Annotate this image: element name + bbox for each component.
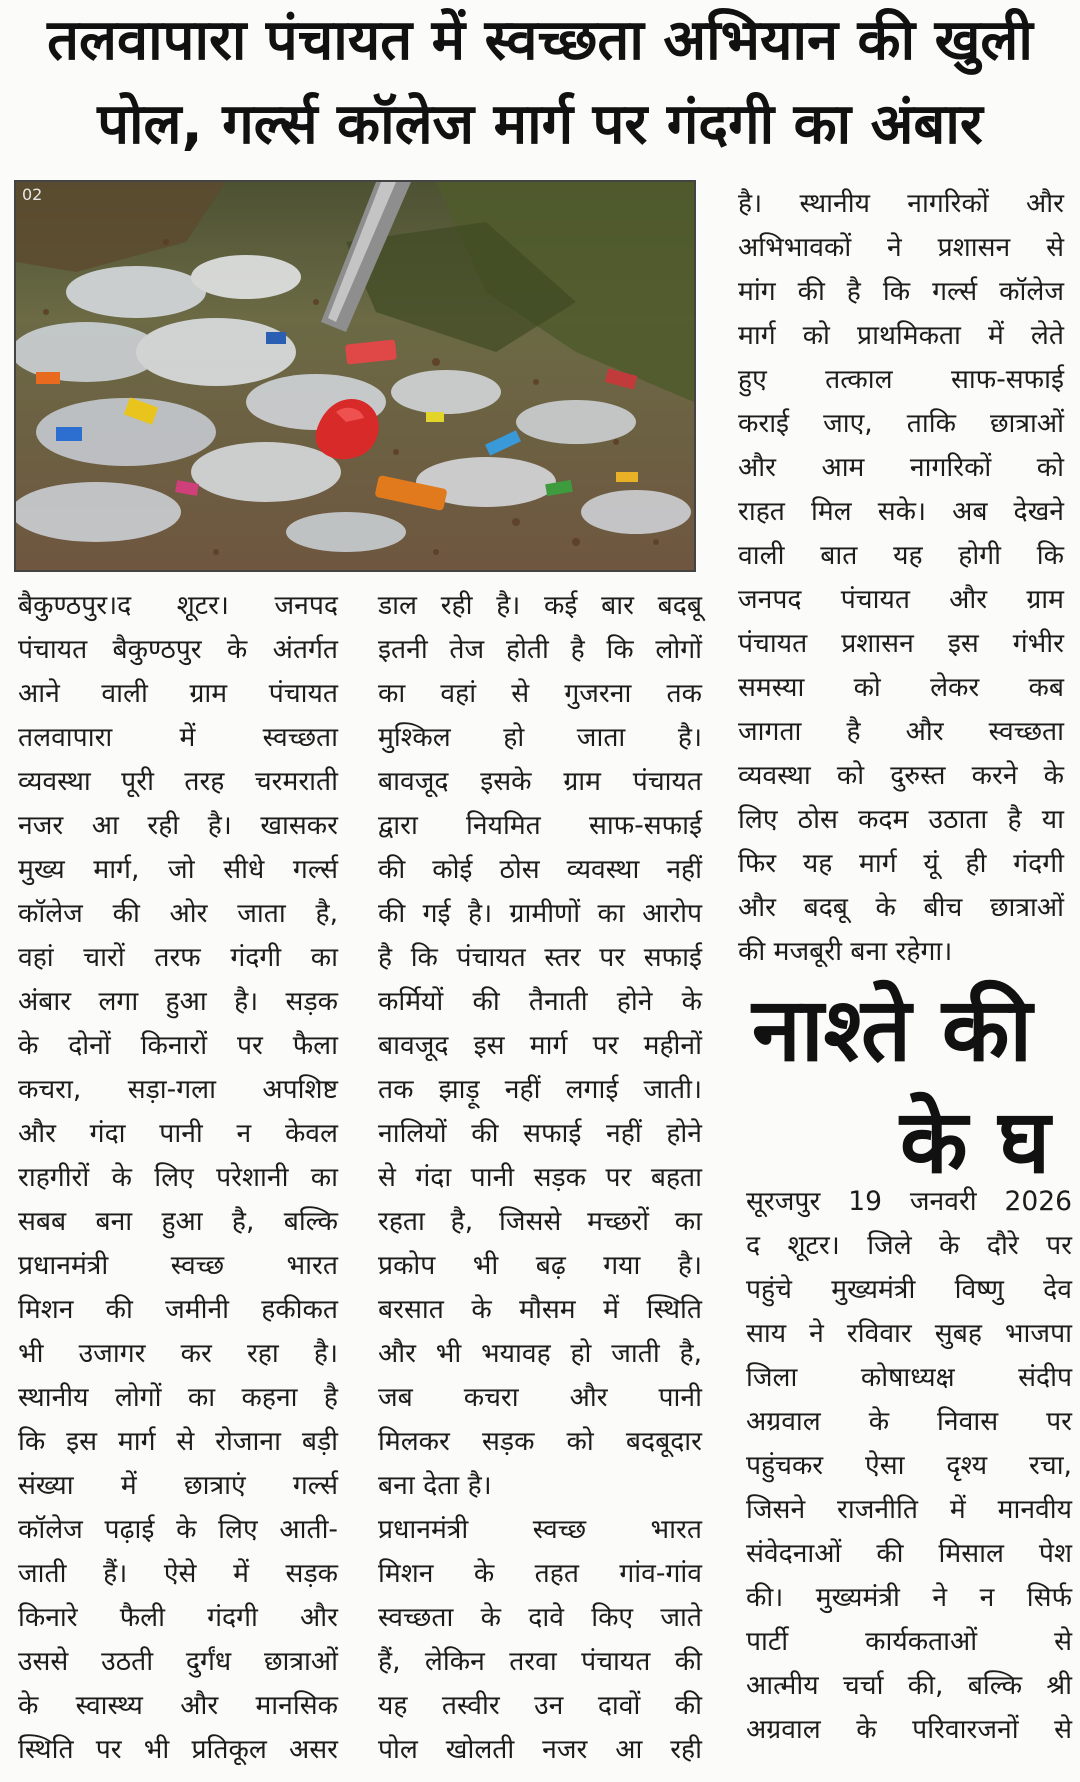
text-line: प्रधानमंत्री स्वच्छ भारत (378, 1514, 702, 1545)
article1-column-1 (18, 584, 338, 1772)
text-line: है कि पंचायत स्तर पर सफाई (378, 942, 702, 973)
text-line: मांग की है कि गर्ल्स कॉलेज (738, 276, 1064, 307)
text-line: हैं, लेकिन तरवा पंचायत की (378, 1646, 702, 1677)
text-line: अभिभावकों ने प्रशासन से (738, 232, 1064, 263)
text-line: कॉलेज पढ़ाई के लिए आती- (18, 1514, 338, 1545)
text-line: है। स्थानीय नागरिकों और (738, 188, 1064, 219)
text-line: की मजबूरी बना रहेगा। (738, 936, 953, 967)
text-line: प्रकोप भी बढ़ गया है। (378, 1250, 702, 1281)
text-line: बैकुण्ठपुर।द शूटर। जनपद (18, 590, 338, 621)
text-line: के दोनों किनारों पर फैला (18, 1030, 338, 1061)
text-line: आने वाली ग्राम पंचायत (18, 678, 338, 709)
text-line: जब कचरा और पानी (378, 1382, 702, 1413)
text-line: बरसात के मौसम में स्थिति (378, 1294, 702, 1325)
text-line: स्थिति पर भी प्रतिकूल असर (18, 1734, 338, 1765)
article2-headline-line-2: के घ (900, 1090, 1051, 1193)
text-line: द शूटर। जिले के दौरे पर (746, 1230, 1072, 1261)
text-line: बावजूद इसके ग्राम पंचायत (378, 766, 702, 797)
article-headline-line-1: तलवापारा पंचायत में स्वच्छता अभियान की खुली (47, 8, 1033, 73)
text-line: पहुंचकर ऐसा दृश्य रचा, (746, 1450, 1072, 1481)
text-line: स्वच्छता के दावे किए जाते (378, 1602, 702, 1633)
text-line: पोल खोलती नजर आ रही (378, 1734, 702, 1765)
photo-overlay-text: 02 (22, 185, 43, 204)
text-line: लिए ठोस कदम उठाता है या (738, 804, 1064, 835)
text-line: कराई जाए, ताकि छात्राओं (738, 408, 1064, 439)
text-line: नालियों की सफाई नहीं होने (378, 1118, 702, 1149)
text-line: हुए तत्काल साफ-सफाई (738, 364, 1064, 395)
text-line: बना देता है। (378, 1470, 492, 1501)
text-line: अंबार लगा हुआ है। सड़क (18, 986, 338, 1017)
text-line: आत्मीय चर्चा की, बल्कि श्री (746, 1670, 1072, 1701)
text-line: जनपद पंचायत और ग्राम (738, 584, 1064, 615)
text-line: किनारे फैली गंदगी और (18, 1602, 338, 1633)
text-line: व्यवस्था पूरी तरह चरमराती (18, 766, 338, 797)
text-line: की गई है। ग्रामीणों का आरोप (378, 898, 702, 929)
text-line: वहां चारों तरफ गंदगी का (18, 942, 338, 973)
text-line: नजर आ रही है। खासकर (18, 810, 338, 841)
text-line: राहत मिल सके। अब देखने (738, 496, 1064, 527)
text-line: पार्टी कार्यकताओं से (746, 1626, 1072, 1657)
article1-column-3 (738, 182, 1064, 974)
text-line: अग्रवाल के परिवारजनों से (746, 1714, 1072, 1745)
text-line: कर्मियों की तैनाती होने के (378, 986, 702, 1017)
text-line: राहगीरों के लिए परेशानी का (18, 1162, 338, 1193)
text-line: और आम नागरिकों को (738, 452, 1064, 483)
text-line: तलवापारा में स्वच्छता (18, 722, 338, 753)
text-line: इतनी तेज होती है कि लोगों (378, 634, 702, 665)
text-line: पहुंचे मुख्यमंत्री विष्णु देव (746, 1274, 1072, 1305)
text-line: मिशन के तहत गांव-गांव (378, 1558, 702, 1589)
text-line: रहता है, जिससे मच्छरों का (378, 1206, 702, 1237)
text-line: फिर यह मार्ग यूं ही गंदगी (738, 848, 1064, 879)
text-line: बावजूद इस मार्ग पर महीनों (378, 1030, 702, 1061)
text-line: तक झाड़ू नहीं लगाई जाती। (378, 1074, 702, 1105)
text-line: समस्या को लेकर कब (738, 672, 1064, 703)
text-line: संख्या में छात्राएं गर्ल्स (18, 1470, 338, 1501)
text-line: जाती हैं। ऐसे में सड़क (18, 1558, 338, 1589)
text-line: और गंदा पानी न केवल (18, 1118, 338, 1149)
text-line: कि इस मार्ग से रोजाना बड़ी (18, 1426, 338, 1457)
text-line: और बदबू के बीच छात्राओं (738, 892, 1064, 923)
text-line: मिलकर सड़क को बदबूदार (378, 1426, 702, 1457)
text-line: साय ने रविवार सुबह भाजपा (746, 1318, 1072, 1349)
text-line: मुख्य मार्ग, जो सीधे गर्ल्स (18, 854, 338, 885)
text-line: की। मुख्यमंत्री ने न सिर्फ (746, 1582, 1072, 1613)
text-line: जिला कोषाध्यक्ष संदीप (746, 1362, 1072, 1393)
text-line: यह तस्वीर उन दावों की (378, 1690, 702, 1721)
text-line: पंचायत प्रशासन इस गंभीर (738, 628, 1064, 659)
garbage-photo (14, 180, 696, 572)
text-line: डाल रही है। कई बार बदबू (378, 590, 702, 621)
text-line: उससे उठती दुर्गंध छात्राओं (18, 1646, 338, 1677)
text-line: द्वारा नियमित साफ-सफाई (378, 810, 702, 841)
text-line: से गंदा पानी सड़क पर बहता (378, 1162, 702, 1193)
garbage-photo-illustration (16, 182, 694, 570)
text-line: मार्ग को प्राथमिकता में लेते (738, 320, 1064, 351)
text-line: के स्वास्थ्य और मानसिक (18, 1690, 338, 1721)
text-line: सबब बना हुआ है, बल्कि (18, 1206, 338, 1237)
text-line: स्थानीय लोगों का कहना है (18, 1382, 338, 1413)
text-line: प्रधानमंत्री स्वच्छ भारत (18, 1250, 338, 1281)
text-line: सूरजपुर 19 जनवरी 2026 (746, 1186, 1072, 1217)
article2-headline-line-1: नाश्ते की (752, 978, 1033, 1081)
text-line: संवेदनाओं की मिसाल पेश (746, 1538, 1072, 1569)
text-line: व्यवस्था को दुरुस्त करने के (738, 760, 1064, 791)
article1-column-2 (378, 584, 702, 1772)
text-line: कचरा, सड़ा-गला अपशिष्ट (18, 1074, 338, 1105)
text-line: और भी भयावह हो जाती है, (378, 1338, 702, 1369)
text-line: जिसने राजनीति में मानवीय (746, 1494, 1072, 1525)
text-line: भी उजागर कर रहा है। (18, 1338, 338, 1369)
article-headline-line-2: पोल, गर्ल्स कॉलेज मार्ग पर गंदगी का अंबार (97, 92, 983, 157)
article2-body (746, 1180, 1072, 1752)
text-line: जागता है और स्वच्छता (738, 716, 1064, 747)
text-line: का वहां से गुजरना तक (378, 678, 702, 709)
text-line: कॉलेज की ओर जाता है, (18, 898, 338, 929)
text-line: की कोई ठोस व्यवस्था नहीं (378, 854, 702, 885)
text-line: मिशन की जमीनी हकीकत (18, 1294, 338, 1325)
text-line: पंचायत बैकुण्ठपुर के अंतर्गत (18, 634, 338, 665)
text-line: अग्रवाल के निवास पर (746, 1406, 1072, 1437)
text-line: मुश्किल हो जाता है। (378, 722, 702, 753)
text-line: वाली बात यह होगी कि (738, 540, 1064, 571)
